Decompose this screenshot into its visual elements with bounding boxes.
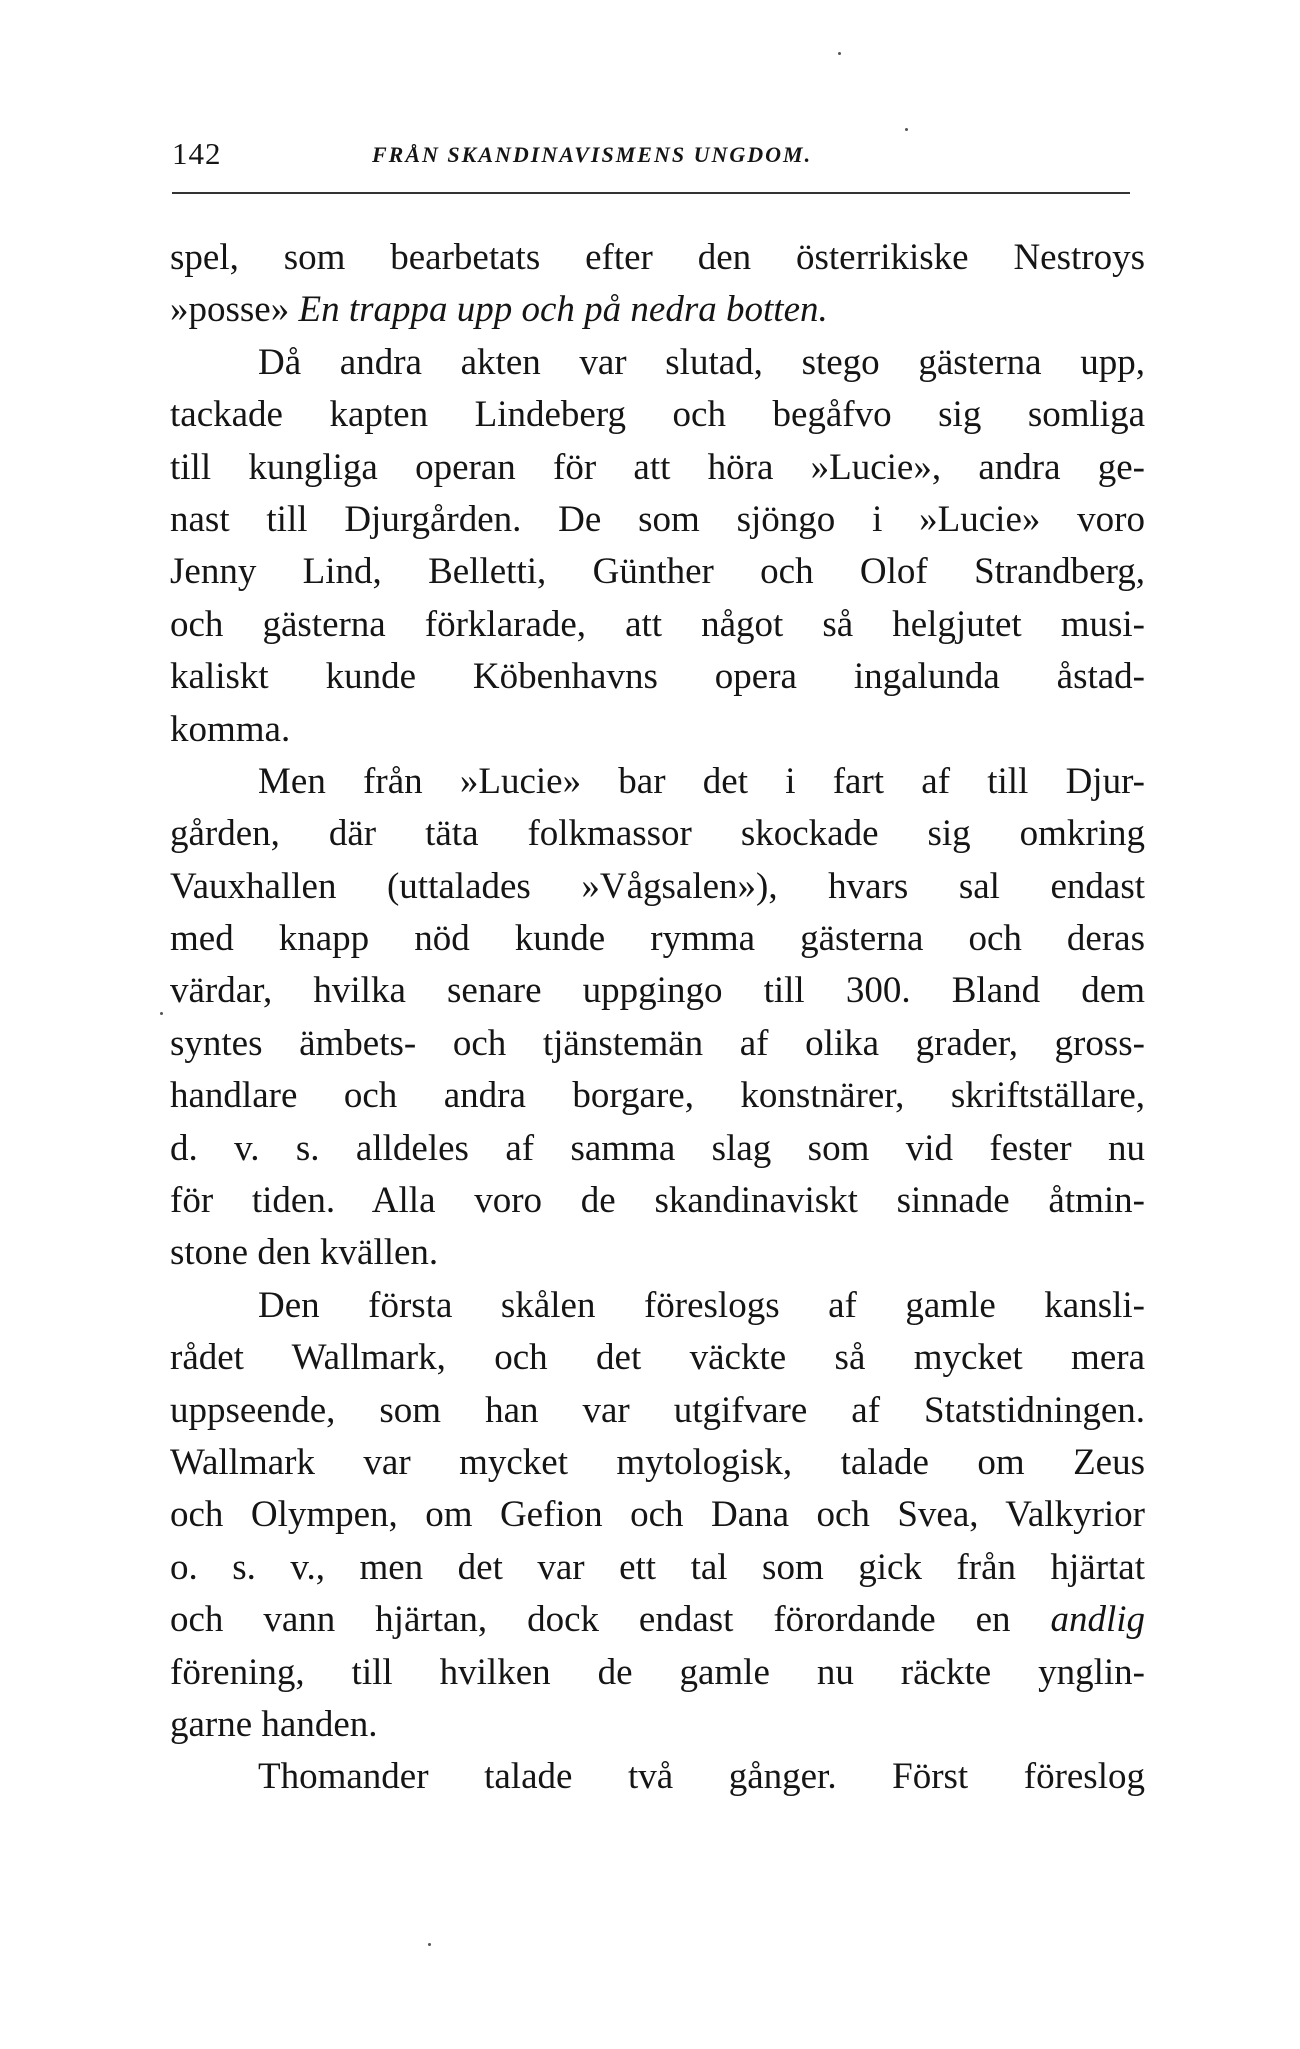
paper-speck (905, 128, 908, 131)
text-line: och vann hjärtan, dock endast förordande en andlig (170, 1599, 1145, 1641)
text-line: spel, som bearbetats efter den österrikiske Nestroys (170, 237, 1145, 278)
paper-speck (838, 52, 841, 55)
text-line: nast till Djurgården. De som sjöngo i »Lucie» voro (170, 498, 1145, 540)
paragraph-start-line: Den första skålen föreslogs af gamle kansli- (258, 1284, 1145, 1326)
running-title: FRÅN SKANDINAVISMENS UNGDOM. (372, 142, 813, 167)
text-line: tackade kapten Lindeberg och begåfvo sig somliga (170, 394, 1145, 436)
text-line: stone den kvällen. (170, 1232, 439, 1274)
text-line: kaliskt kunde Köbenhavns opera ingalunda åstad- (170, 656, 1145, 698)
text-line: o. s. v., men det var ett tal som gick från hjärtat (170, 1546, 1145, 1588)
text-line: för tiden. Alla voro de skandinaviskt sinnade åtmin- (170, 1180, 1145, 1222)
text-line: till kungliga operan för att höra »Lucie», andra ge- (170, 446, 1145, 488)
paragraph-start-line: Men från »Lucie» bar det i fart af till Djur- (258, 760, 1145, 802)
italic-word: andlig (1050, 1599, 1145, 1641)
header-rule (172, 192, 1130, 194)
paragraph-start-line: Då andra akten var slutad, stego gästerna upp, (258, 341, 1145, 383)
text-line: uppseende, som han var utgifvare af Statstidningen. (170, 1389, 1145, 1431)
paragraph-start-line: Thomander talade två gånger. Först föreslog (258, 1756, 1145, 1798)
paper-speck (160, 1012, 163, 1015)
text-line: Jenny Lind, Belletti, Günther och Olof Strandberg, (170, 551, 1145, 593)
text-line: och gästerna förklarade, att något så helgjutet musi- (170, 603, 1145, 645)
text-line: handlare och andra borgare, konstnärer, skriftställare, (170, 1075, 1145, 1117)
text-line: syntes ämbets- och tjänstemän af olika grader, gross- (170, 1022, 1145, 1064)
text-line: komma. (170, 708, 291, 750)
text-line: och Olympen, om Gefion och Dana och Svea, Valkyrior (170, 1494, 1145, 1536)
page-number: 142 (172, 136, 222, 171)
text-line: d. v. s. alldeles af samma slag som vid fester nu (170, 1127, 1145, 1169)
text-line: värdar, hvilka senare uppgingo till 300. Bland dem (170, 970, 1145, 1012)
text-line: Vauxhallen (uttalades »Vågsalen»), hvars sal endast (170, 865, 1145, 907)
text-line: rådet Wallmark, och det väckte så mycket mera (170, 1337, 1145, 1379)
text-line: förening, till hvilken de gamle nu räckte ynglin- (170, 1651, 1145, 1693)
text-line: Wallmark var mycket mytologisk, talade om Zeus (170, 1441, 1145, 1483)
text-line: »posse» En trappa upp och på nedra botten. (170, 289, 828, 331)
text-line: med knapp nöd kunde rymma gästerna och deras (170, 918, 1145, 960)
italic-title: En trappa upp och på nedra botten. (298, 289, 828, 331)
paper-speck (428, 1943, 431, 1946)
text-line: garne handen. (170, 1703, 378, 1745)
text-line: gården, där täta folkmassor skockade sig omkring (170, 813, 1145, 855)
body-text (170, 232, 1145, 1804)
page-header (172, 136, 1130, 176)
